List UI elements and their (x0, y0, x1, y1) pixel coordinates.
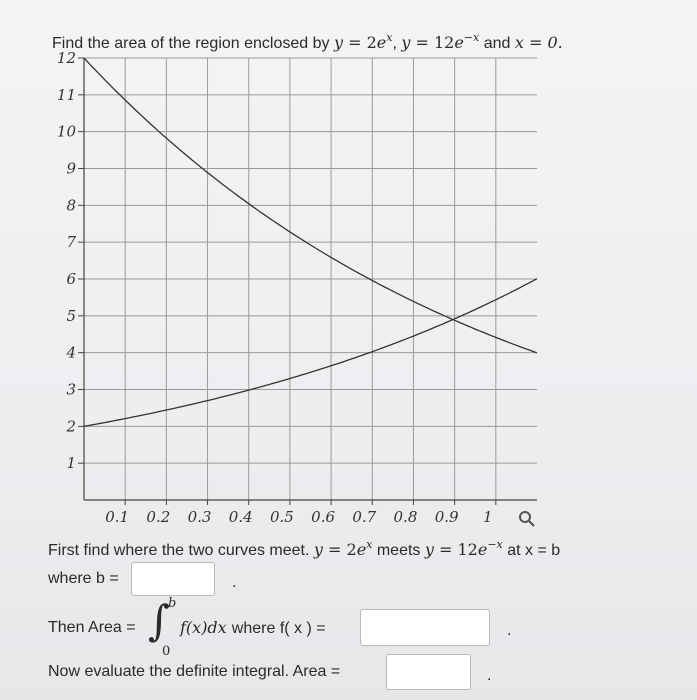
curve1-formula: $y = 2e^x$ (333, 31, 393, 52)
b-input[interactable] (131, 562, 215, 596)
where-b-label: where b = (48, 570, 119, 587)
question-page: Find the area of the region enclosed by $y = 2e^x$, $y = 12e^{-x}$ and x = 0. 0.1 0.2 0.3 0.4 0.5 0.6 0.7 0.8 0.9 1 1 2 3 4 5 6 7 8 9 10 11 12 First find where the two curves meet. $y = 2e^x$ meets $y = 12e^{-x}$ at x = b where b = . Then Area = ∫ b 0 f(x)dx where f( x ) = . Now evaluate the definite integral. Area = . (0, 0, 697, 700)
x-tick-label: 0.4 (228, 508, 253, 526)
zoom-icon[interactable] (518, 510, 536, 533)
curve2-formula: $y = 12e^{-x}$ (401, 31, 480, 52)
x-tick-label: 0.5 (269, 508, 294, 526)
y-tick-label: 12 (56, 49, 76, 67)
evaluate-label: Now evaluate the definite integral. Area = (48, 663, 341, 680)
fx-input[interactable] (360, 609, 490, 646)
y-tick-label: 9 (66, 159, 76, 178)
x-tick-label: 1 (483, 508, 493, 526)
question-title: Find the area of the region enclosed by $y = 2e^x$, $y = 12e^{-x}$ and x = 0. (52, 31, 563, 52)
x-tick-label: 0.2 (146, 508, 171, 526)
meet-instruction: First find where the two curves meet. $y = 2e^x$ meets $y = 12e^{-x}$ at x = b (48, 538, 561, 559)
y-tick-label: 2 (66, 417, 76, 436)
x-tick-label: 0.8 (393, 508, 418, 526)
tick-labels (57, 49, 493, 526)
x-tick-label: 0.3 (187, 508, 212, 526)
integral-expression: ∫ b 0 f(x)dx where f( x ) = (148, 596, 326, 659)
y-tick-label: 11 (56, 85, 76, 104)
y-tick-label: 4 (66, 343, 76, 362)
title-text: Find the area of the region enclosed by (52, 35, 330, 52)
y-tick-label: 6 (66, 270, 76, 288)
y-tick-label: 10 (56, 122, 76, 141)
area-input[interactable] (386, 654, 471, 690)
y-tick-label: 3 (66, 380, 76, 399)
y-tick-label: 5 (66, 306, 76, 325)
y-tick-label: 7 (66, 233, 76, 252)
area-label: Then Area = (48, 619, 136, 636)
x-tick-label: 0.6 (311, 508, 336, 526)
x-tick-label: 0.9 (434, 508, 459, 526)
axes (78, 58, 537, 505)
y-tick-label: 1 (66, 454, 76, 473)
grid (84, 58, 537, 500)
x-tick-label: 0.1 (105, 508, 130, 526)
x-tick-label: 0.7 (352, 508, 377, 526)
y-tick-label: 8 (66, 196, 76, 215)
boundary-formula: x = 0. (514, 33, 563, 52)
